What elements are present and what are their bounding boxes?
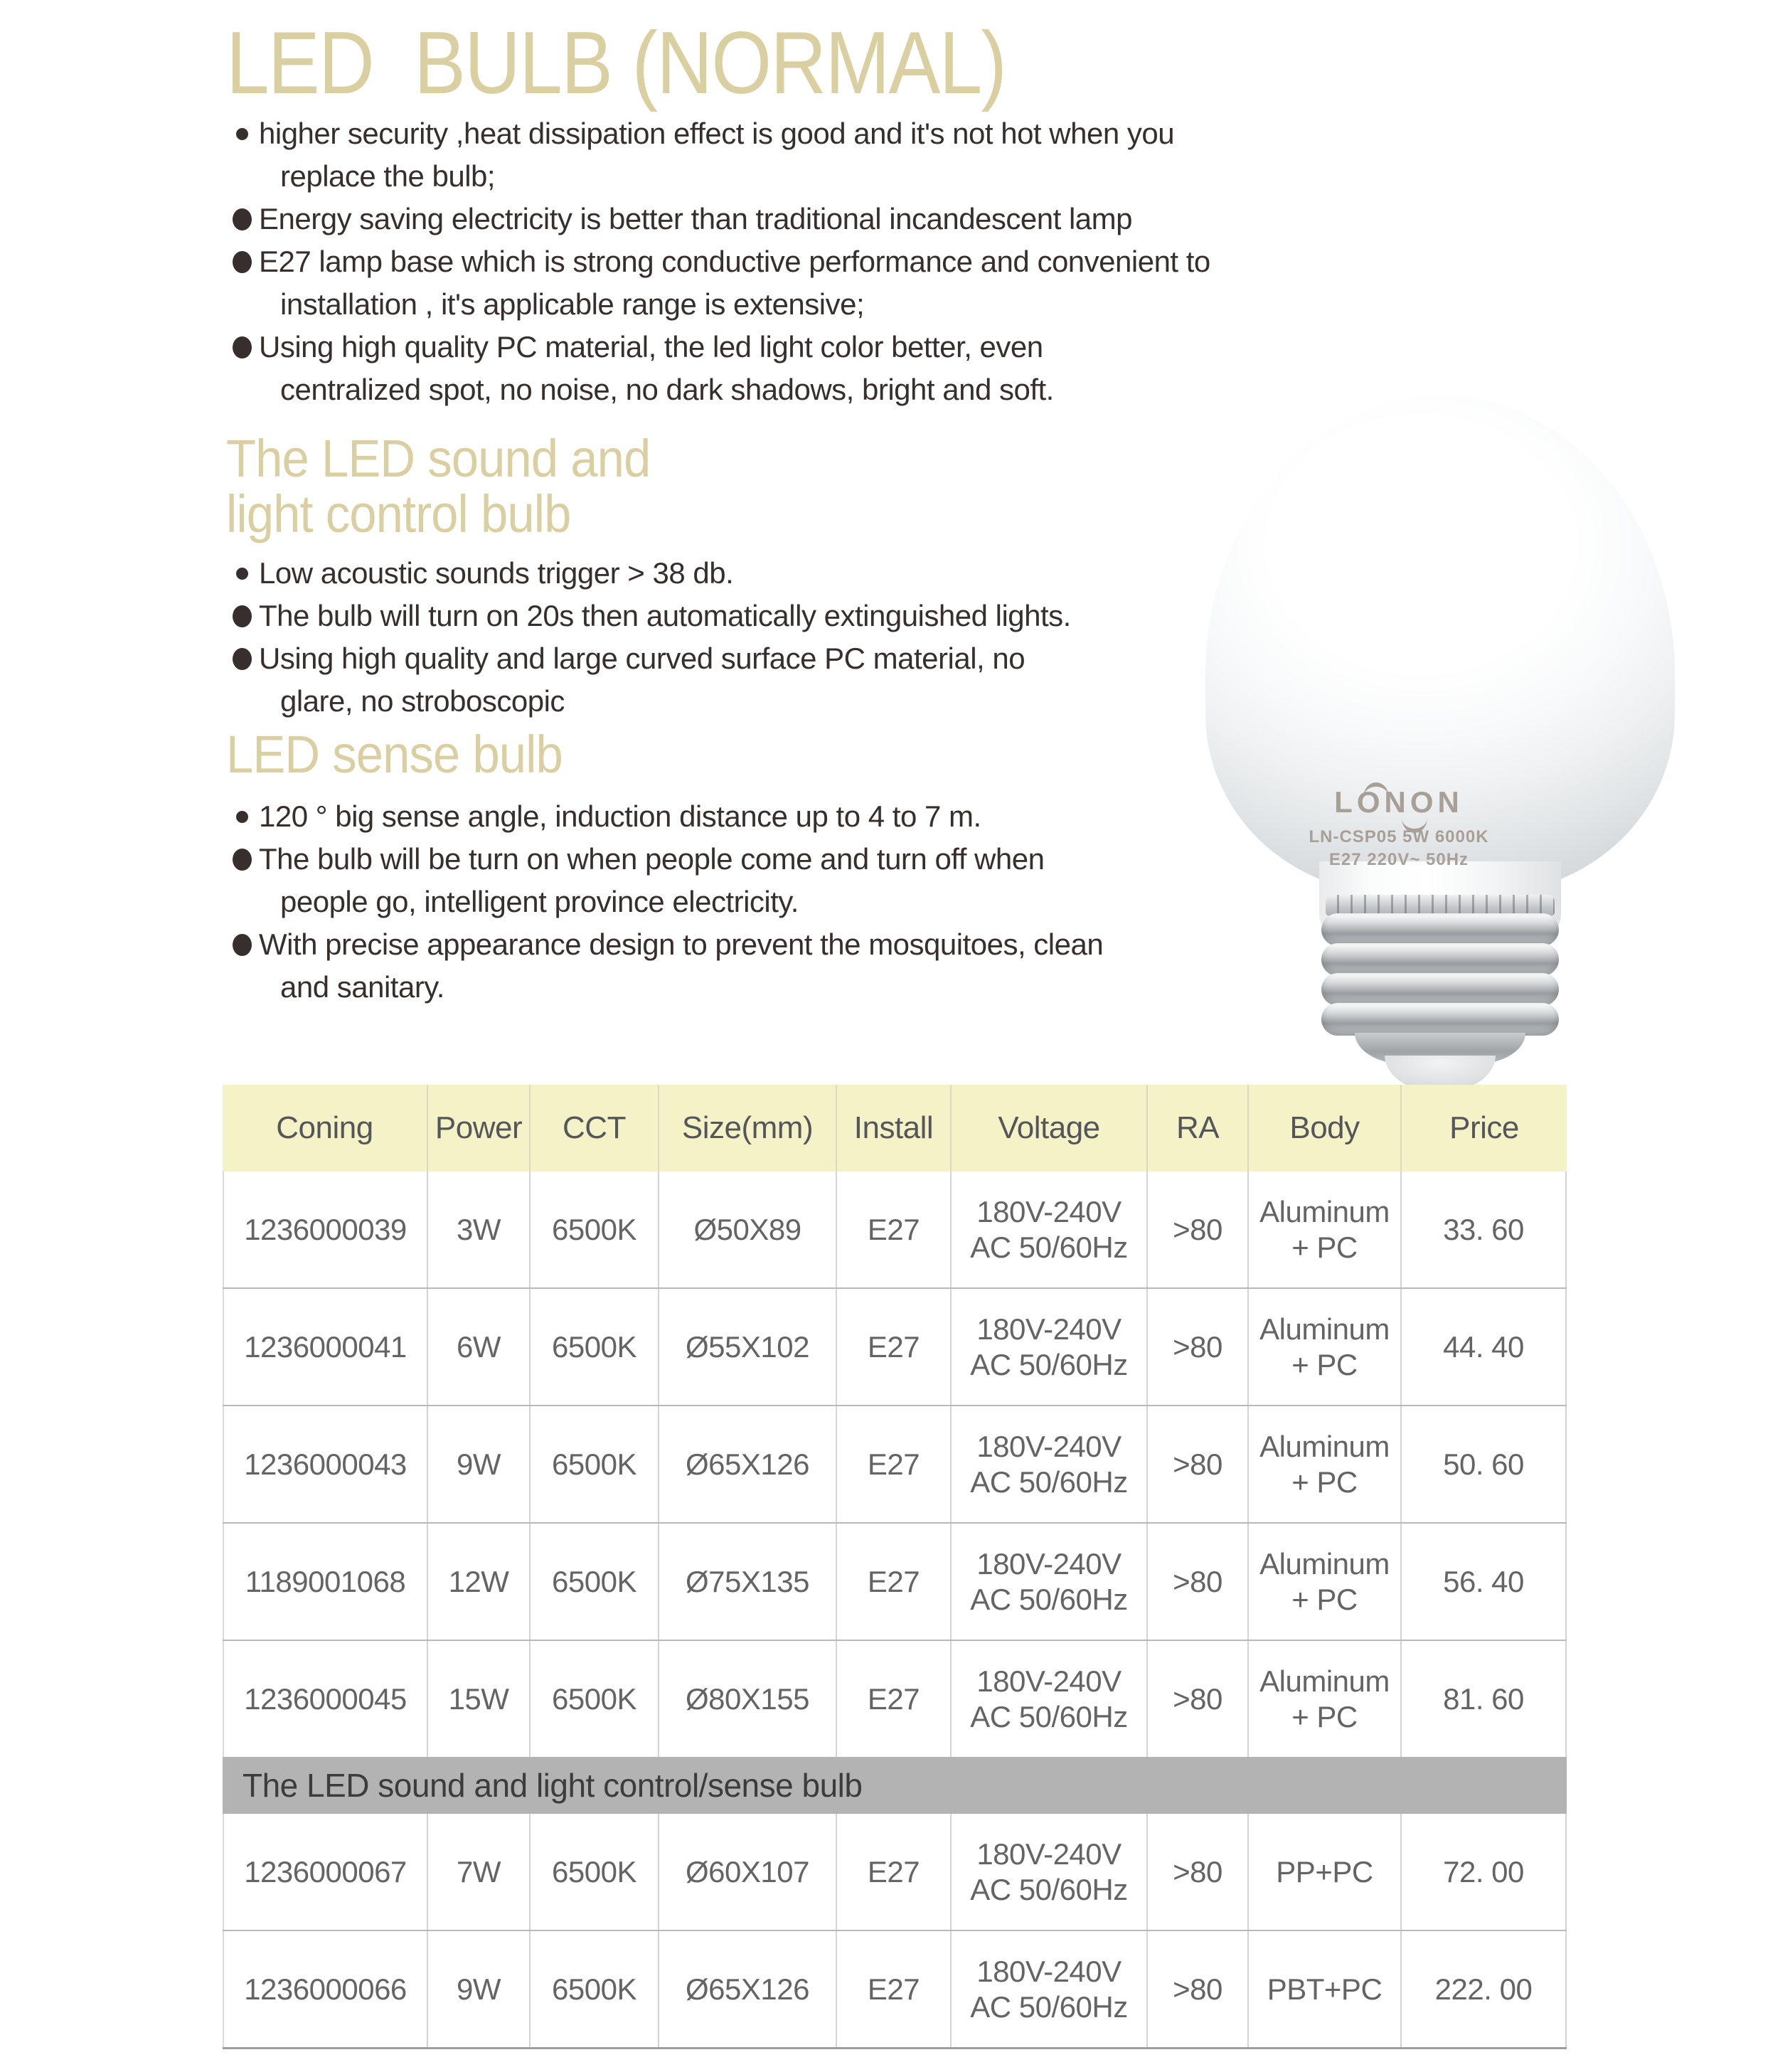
table-header-cell: Install	[837, 1085, 952, 1172]
table-cell	[1249, 1931, 1402, 2047]
table-row	[223, 1931, 1567, 2049]
cell-line: Ø50X89	[693, 1212, 801, 1246]
table-cell	[1148, 1524, 1249, 1640]
feature-text: people go, intelligent province electricity.	[280, 885, 799, 918]
cell-line: 6500K	[552, 1212, 636, 1246]
table-cell	[531, 1641, 659, 1757]
table-cell	[223, 1524, 428, 1640]
feature-item	[229, 838, 1239, 881]
table-header-cell: RA	[1148, 1085, 1249, 1172]
cell-line: E27	[867, 1212, 920, 1246]
cell-line: 15W	[448, 1681, 509, 1716]
cell-line: 7W	[457, 1854, 501, 1888]
intro-feature-list	[229, 112, 1225, 411]
bullet-icon	[229, 128, 255, 140]
bullet-icon	[229, 251, 255, 273]
table-cell	[531, 1172, 659, 1287]
cell-line: >80	[1173, 1564, 1222, 1598]
feature-text: installation , it's applicable range is extensive;	[280, 287, 865, 321]
cell-line: 180V-240V	[976, 1664, 1122, 1698]
cell-line: Aluminum	[1259, 1664, 1390, 1698]
feature-item	[229, 923, 1239, 966]
page-title: LED BULB (NORMAL)	[226, 14, 1006, 112]
cell-line: E27	[867, 1329, 920, 1364]
table-cell	[1402, 1641, 1567, 1757]
cell-line: >80	[1173, 1681, 1222, 1716]
cell-line: 1236000043	[244, 1447, 407, 1481]
cell-line: AC 50/60Hz	[970, 1230, 1128, 1264]
cell-line: + PC	[1291, 1465, 1358, 1499]
feature-text: With precise appearance design to prevent the mosquitoes, clean	[259, 928, 1104, 961]
table-cell	[223, 1814, 428, 1930]
heading-line: The LED sound and	[226, 429, 651, 488]
table-cell	[428, 1172, 531, 1287]
table-cell	[952, 1524, 1148, 1640]
cell-line: 81. 60	[1443, 1681, 1524, 1716]
table-row	[223, 1524, 1567, 1641]
feature-item	[229, 795, 1239, 838]
table-cell	[428, 1524, 531, 1640]
bullet-icon	[229, 648, 255, 670]
table-cell	[1249, 1524, 1402, 1640]
table-header-cell: Voltage	[952, 1085, 1148, 1172]
feature-text: glare, no stroboscopic	[280, 684, 565, 718]
table-cell	[837, 1406, 952, 1522]
led-bulb-product-photo	[1205, 395, 1675, 1114]
table-cell	[1148, 1172, 1249, 1287]
table-row	[223, 1289, 1567, 1406]
cell-line: 6500K	[552, 1447, 636, 1481]
cell-line: 56. 40	[1443, 1564, 1524, 1598]
table-cell	[837, 1931, 952, 2047]
bullet-icon	[229, 811, 255, 823]
table-cell	[837, 1641, 952, 1757]
table-cell	[1148, 1289, 1249, 1405]
table-section-band	[223, 1757, 1567, 1814]
bullet-icon	[229, 336, 255, 358]
cell-line: 180V-240V	[976, 1312, 1122, 1346]
cell-line: >80	[1173, 1854, 1222, 1888]
table-cell	[1148, 1406, 1249, 1522]
table-cell	[659, 1814, 837, 1930]
table-cell	[1402, 1524, 1567, 1640]
table-cell	[659, 1172, 837, 1287]
cell-line: 9W	[457, 1447, 501, 1481]
cell-line: 6500K	[552, 1972, 636, 2006]
table-cell	[428, 1641, 531, 1757]
section-heading-led-sense	[226, 727, 563, 782]
cell-line: Aluminum	[1259, 1546, 1390, 1580]
table-cell	[1249, 1289, 1402, 1405]
table-cell	[1249, 1172, 1402, 1287]
cell-line: Aluminum	[1259, 1194, 1390, 1228]
cell-line: 180V-240V	[976, 1546, 1122, 1580]
feature-text: Using high quality and large curved surface PC material, no	[259, 642, 1025, 675]
feature-text: 120 ° big sense angle, induction distance up to 4 to 7 m.	[259, 799, 981, 833]
cell-line: + PC	[1291, 1347, 1358, 1381]
cell-line: AC 50/60Hz	[970, 1989, 1128, 2024]
heading-line: light control bulb	[226, 484, 571, 543]
cell-line: 6500K	[552, 1854, 636, 1888]
cell-line: Ø60X107	[686, 1854, 809, 1888]
sound-light-feature-list	[229, 552, 1225, 723]
table-cell	[428, 1814, 531, 1930]
cell-line: 3W	[457, 1212, 501, 1246]
feature-text: replace the bulb;	[280, 159, 496, 193]
feature-item	[229, 637, 1225, 680]
table-cell	[659, 1406, 837, 1522]
table-row	[223, 1814, 1567, 1931]
table-cell	[428, 1931, 531, 2047]
table-cell	[952, 1931, 1148, 2047]
cell-line: + PC	[1291, 1582, 1358, 1616]
table-cell	[223, 1172, 428, 1287]
table-row	[223, 1172, 1567, 1289]
table-header-cell: Size(mm)	[659, 1085, 837, 1172]
table-rows-control	[223, 1814, 1567, 2049]
feature-text: centralized spot, no noise, no dark shadows, bright and soft.	[280, 373, 1054, 406]
cell-line: PP+PC	[1276, 1854, 1373, 1888]
section-heading-sound-light-control	[226, 431, 650, 542]
feature-item	[229, 112, 1225, 155]
feature-item	[229, 198, 1225, 240]
cell-line: 6W	[457, 1329, 501, 1364]
feature-line-continuation	[229, 881, 1239, 923]
cell-line: 1236000039	[244, 1212, 407, 1246]
bulb-screw-thread	[1321, 973, 1559, 1006]
feature-text: and sanitary.	[280, 970, 444, 1004]
cell-line: 180V-240V	[976, 1954, 1122, 1988]
cell-line: AC 50/60Hz	[970, 1582, 1128, 1616]
table-cell	[531, 1289, 659, 1405]
cell-line: 72. 00	[1443, 1854, 1524, 1888]
table-cell	[428, 1406, 531, 1522]
table-cell	[952, 1289, 1148, 1405]
cell-line: 1189001068	[245, 1564, 406, 1598]
cell-line: Ø80X155	[686, 1681, 809, 1716]
feature-text: Energy saving electricity is better than traditional incandescent lamp	[259, 202, 1132, 235]
cell-line: E27	[867, 1564, 920, 1598]
cell-line: AC 50/60Hz	[970, 1465, 1128, 1499]
cell-line: 1236000066	[244, 1972, 407, 2006]
table-header-cell: Price	[1449, 1110, 1519, 1145]
table-cell	[952, 1406, 1148, 1522]
table-cell	[659, 1524, 837, 1640]
table-cell	[531, 1931, 659, 2047]
table-cell	[223, 1289, 428, 1405]
cell-line: E27	[867, 1972, 920, 2006]
table-cell	[659, 1641, 837, 1757]
table-cell	[952, 1172, 1148, 1287]
table-cell	[531, 1406, 659, 1522]
table-cell	[659, 1931, 837, 2047]
table-cell	[1148, 1931, 1249, 2047]
table-section-band-label: The LED sound and light control/sense bulb	[243, 1767, 863, 1804]
table-header-cell: CCT	[531, 1085, 659, 1172]
sense-feature-list	[229, 795, 1239, 1009]
cell-line: Ø75X135	[686, 1564, 809, 1598]
heading-line: LED sense bulb	[226, 725, 563, 784]
spec-table	[223, 1085, 1567, 2049]
cell-line: PBT+PC	[1267, 1972, 1383, 2006]
feature-text: higher security ,heat dissipation effect is good and it's not hot when you	[259, 117, 1175, 150]
table-cell	[952, 1814, 1148, 1930]
cell-line: + PC	[1291, 1699, 1358, 1733]
bulb-screw-thread	[1321, 943, 1559, 976]
feature-text: The bulb will turn on 20s then automatically extinguished lights.	[259, 599, 1071, 632]
bulb-screw-thread	[1321, 1003, 1559, 1036]
table-cell	[1402, 1172, 1567, 1287]
cell-line: E27	[867, 1681, 920, 1716]
table-cell	[659, 1289, 837, 1405]
bulb-screw-thread	[1321, 913, 1559, 946]
feature-text: Low acoustic sounds trigger > 38 db.	[259, 556, 734, 590]
bullet-icon	[229, 934, 255, 956]
feature-item	[229, 552, 1225, 595]
cell-line: 180V-240V	[976, 1837, 1122, 1871]
cell-line: AC 50/60Hz	[970, 1699, 1128, 1733]
table-cell	[1148, 1641, 1249, 1757]
cell-line: 180V-240V	[976, 1194, 1122, 1228]
cell-line: 12W	[448, 1564, 509, 1598]
table-cell	[952, 1641, 1148, 1757]
cell-line: + PC	[1291, 1230, 1358, 1264]
cell-line: >80	[1173, 1447, 1222, 1481]
table-cell	[428, 1289, 531, 1405]
table-rows-main	[223, 1172, 1567, 1757]
cell-line: 33. 60	[1443, 1212, 1524, 1246]
cell-line: >80	[1173, 1329, 1222, 1364]
cell-line: Ø65X126	[686, 1972, 809, 2006]
table-cell	[837, 1524, 952, 1640]
feature-item	[229, 240, 1225, 283]
cell-line: 9W	[457, 1972, 501, 2006]
table-row	[223, 1406, 1567, 1524]
table-cell	[1402, 1931, 1567, 2047]
cell-line: E27	[867, 1854, 920, 1888]
feature-item	[229, 326, 1225, 368]
cell-line: Ø55X102	[686, 1329, 809, 1364]
feature-text: The bulb will be turn on when people come and turn off when	[259, 842, 1045, 876]
cell-line: 1236000045	[244, 1681, 407, 1716]
table-row	[223, 1641, 1567, 1757]
table-header-cell: Coning	[223, 1085, 428, 1172]
cell-line: 6500K	[552, 1564, 636, 1598]
bullet-icon	[229, 568, 255, 580]
feature-text: Using high quality PC material, the led light color better, even	[259, 330, 1043, 363]
bullet-icon	[229, 849, 255, 871]
lonon-logo: LONON	[1334, 785, 1464, 819]
cell-line: AC 50/60Hz	[970, 1872, 1128, 1906]
feature-line-continuation	[229, 368, 1225, 411]
cell-line: Aluminum	[1259, 1429, 1390, 1463]
bulb-spec-text: E27 220V~ 50Hz	[1328, 850, 1469, 869]
table-cell	[531, 1814, 659, 1930]
cell-line: AC 50/60Hz	[970, 1347, 1128, 1381]
table-cell	[1148, 1814, 1249, 1930]
bulb-print-block	[1257, 785, 1541, 871]
cell-line: 180V-240V	[976, 1429, 1122, 1463]
bulb-model-text: LN-CSP05 5W 6000K	[1309, 827, 1489, 846]
cell-line: E27	[867, 1447, 920, 1481]
feature-item	[229, 595, 1225, 637]
bullet-icon	[229, 208, 255, 230]
cell-line: 1236000041	[244, 1329, 407, 1364]
table-header-cell: Power	[428, 1085, 531, 1172]
cell-line: 1236000067	[244, 1854, 407, 1888]
table-header	[223, 1085, 1567, 1172]
table-cell	[1402, 1289, 1567, 1405]
table-cell	[837, 1814, 952, 1930]
cell-line: 222. 00	[1434, 1972, 1533, 2006]
table-header-cell: Body	[1249, 1085, 1402, 1172]
table-cell	[223, 1641, 428, 1757]
cell-line: >80	[1173, 1972, 1222, 2006]
bullet-icon	[229, 605, 255, 627]
cell-line: 44. 40	[1443, 1329, 1524, 1364]
table-cell	[1249, 1814, 1402, 1930]
cell-line: 6500K	[552, 1329, 636, 1364]
table-cell	[531, 1524, 659, 1640]
cell-line: Aluminum	[1259, 1312, 1390, 1346]
table-cell	[837, 1289, 952, 1405]
cell-line: >80	[1173, 1212, 1222, 1246]
table-cell	[1249, 1406, 1402, 1522]
feature-line-continuation	[229, 155, 1225, 198]
cell-line: 6500K	[552, 1681, 636, 1716]
table-cell	[223, 1931, 428, 2047]
feature-line-continuation	[229, 283, 1225, 326]
table-cell	[1402, 1406, 1567, 1522]
cell-line: Ø65X126	[686, 1447, 809, 1481]
feature-line-continuation	[229, 966, 1239, 1009]
table-cell	[223, 1406, 428, 1522]
feature-text: E27 lamp base which is strong conductive performance and convenient to	[259, 245, 1210, 278]
table-cell	[837, 1172, 952, 1287]
cell-line: 50. 60	[1443, 1447, 1524, 1481]
table-cell	[1402, 1814, 1567, 1930]
table-cell	[1249, 1641, 1402, 1757]
feature-line-continuation	[229, 680, 1225, 723]
